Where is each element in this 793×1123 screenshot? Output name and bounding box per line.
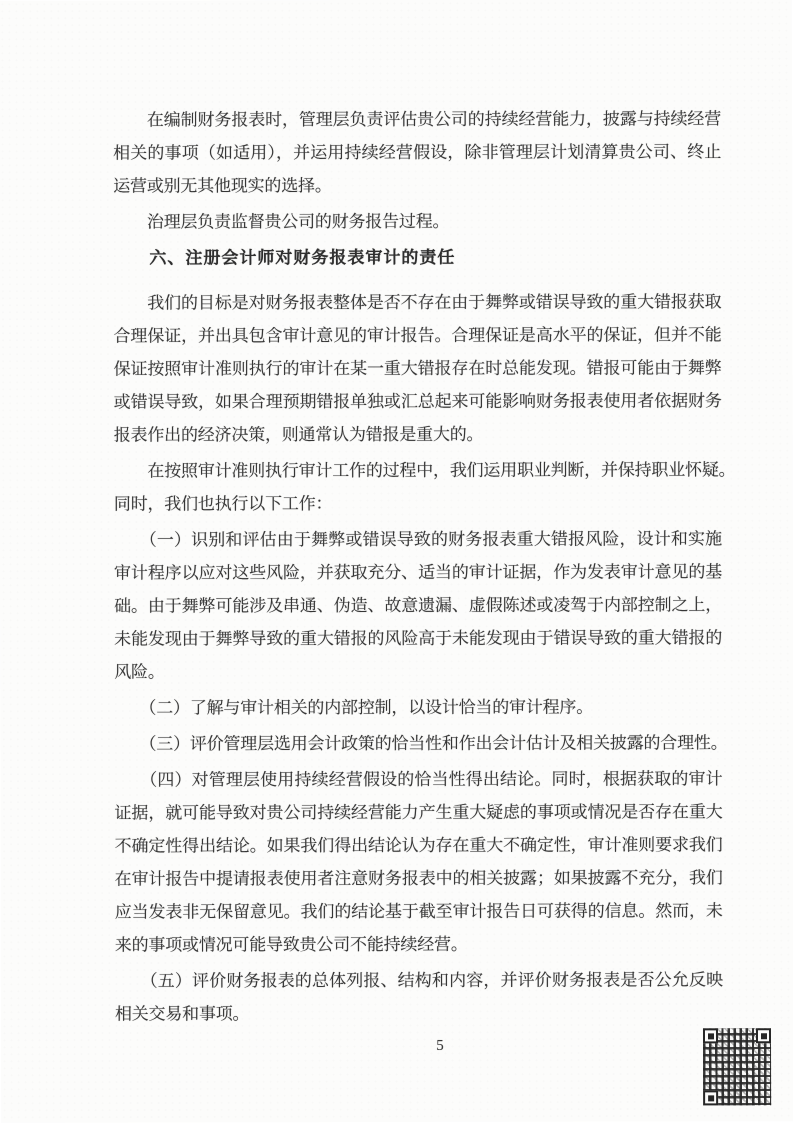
text-line: 风险。 (114, 662, 165, 682)
text-line: 础。由于舞弊可能涉及串通、伪造、故意遗漏、虚假陈述或凌驾于内部控制之上， (114, 595, 723, 616)
text-line: 运营或别无其他现实的选择。 (113, 176, 332, 196)
text-line: 在按照审计准则执行审计工作的过程中，我们运用职业判断，并保持职业怀疑。 (113, 460, 736, 481)
text-line: （四）对管理层使用持续经营假设的恰当性得出结论。同时，根据获取的审计 (114, 769, 723, 790)
list-item-1-identify-assess-risks (114, 522, 722, 688)
text-line: 在审计报告中提请报表使用者注意财务报表中的相关披露；如果披露不充分，我们 (114, 868, 723, 889)
page-number: 5 (436, 1037, 444, 1054)
text-line: 同时，我们也执行以下工作： (113, 494, 333, 514)
section-heading-auditor-responsibility: 六、注册会计师对财务报表审计的责任 (149, 247, 456, 268)
text-line: （三）评价管理层选用会计政策的恰当性和作出会计估计及相关披露的合理性。 (114, 733, 728, 754)
text-line: 不确定性得出结论。如果我们得出结论认为存在重大不确定性，审计准则要求我们 (114, 835, 723, 856)
list-item-5-presentation (115, 963, 723, 1030)
text-line: （五）评价财务报表的总体列报、结构和内容，并评价财务报表是否公允反映 (114, 970, 723, 991)
text-line: 审计程序以应对这些风险，并获取充分、适当的审计证据，作为发表审计意见的基 (114, 562, 723, 583)
text-line: 应当发表非无保留意见。我们的结论基于截至审计报告日可获得的信息。然而，未 (114, 901, 723, 922)
qr-finder-top-left-icon (703, 1028, 718, 1043)
text-line: 相关的事项（如适用），并运用持续经营假设，除非管理层计划清算贵公司、终止 (113, 142, 722, 163)
paragraph-going-concern-responsibility (113, 102, 721, 202)
text-line: 相关交易和事项。 (114, 1004, 250, 1024)
text-line: （一）识别和评估由于舞弊或错误导致的财务报表重大错报风险，设计和实施 (113, 529, 722, 550)
list-item-2-internal-control (114, 690, 722, 724)
paragraph-auditor-objective (113, 285, 721, 451)
list-item-3-accounting-policies (114, 726, 728, 760)
list-item-4-going-concern-conclusion (114, 762, 722, 961)
text-line: 合理保证，并出具包含审计意见的审计报告。合理保证是高水平的保证，但并不能 (113, 325, 722, 346)
text-line: 证据，就可能导致对贵公司持续经营能力产生重大疑虑的事项或情况是否存在重大 (114, 802, 723, 823)
text-line: 或错误导致，如果合理预期错报单独或汇总起来可能影响财务报表使用者依据财务 (113, 391, 722, 412)
paragraph-governance-oversight (113, 204, 721, 238)
paragraph-professional-judgment (113, 453, 736, 520)
text-line: 来的事项或情况可能导致贵公司不能持续经营。 (114, 934, 468, 955)
text-line: 保证按照审计准则执行的审计在某一重大错报存在时总能发现。错报可能由于舞弊 (113, 358, 722, 379)
text-line: 我们的目标是对财务报表整体是否不存在由于舞弊或错误导致的重大错报获取 (113, 292, 722, 313)
text-line: （二）了解与审计相关的内部控制，以设计恰当的审计程序。 (114, 697, 594, 718)
qr-code-icon (703, 1028, 771, 1105)
qr-finder-bottom-left-icon (703, 1090, 718, 1105)
qr-finder-top-right-icon (756, 1028, 771, 1043)
document-body (113, 102, 736, 1033)
text-line: 未能发现由于舞弊导致的重大错报的风险高于未能发现由于错误导致的重大错报的 (114, 628, 723, 649)
text-line: 报表作出的经济决策，则通常认为错报是重大的。 (113, 424, 484, 445)
text-line: 治理层负责监督贵公司的财务报告过程。 (113, 211, 450, 232)
text-line: 在编制财务报表时，管理层负责评估贵公司的持续经营能力，披露与持续经营 (113, 109, 722, 130)
